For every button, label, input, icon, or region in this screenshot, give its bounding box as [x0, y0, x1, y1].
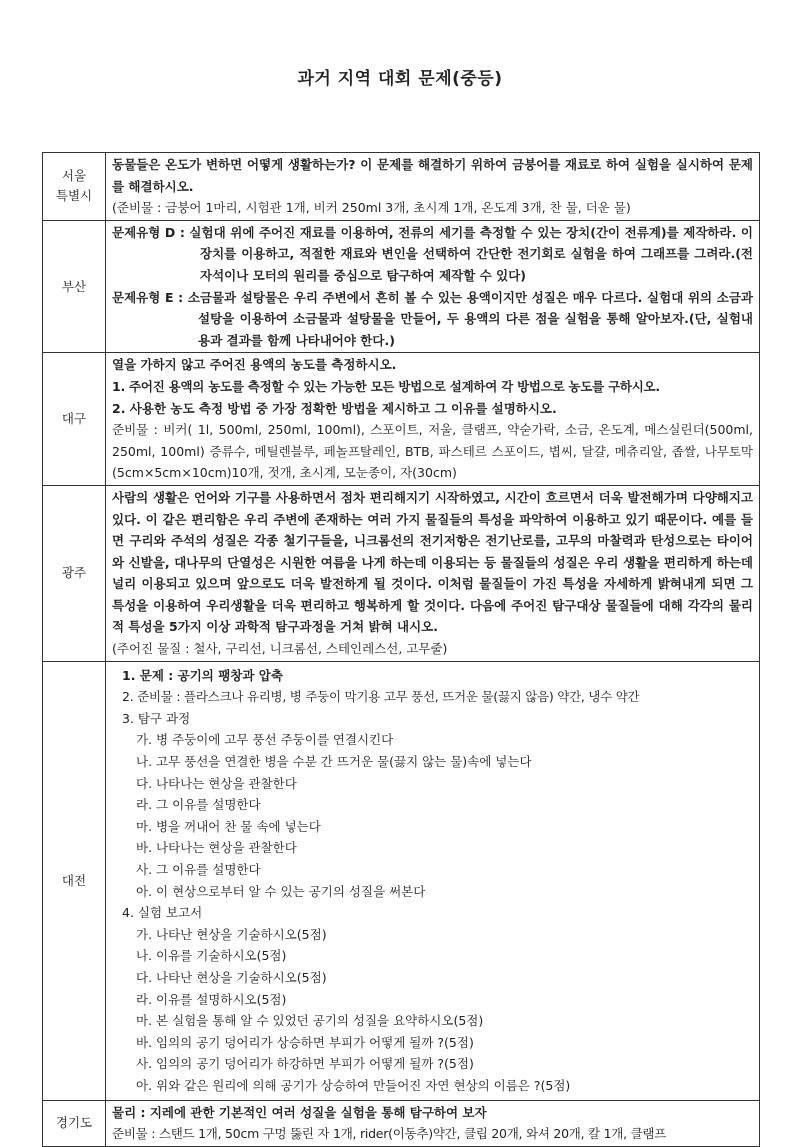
- contest-problems-table: [42, 152, 760, 1147]
- table-row-daejeon: [43, 661, 760, 1100]
- materials-text: (준비물 : 금붕어 1마리, 시험관 1개, 비커 250ml 3개, 초시계 1개, 온도계 3개, 찬 물, 더운 물): [112, 200, 631, 216]
- list-item: 바. 임의의 공기 덩어리가 상승하면 부피가 어떻게 될까 ?(5점): [136, 1034, 474, 1050]
- content-cell-seoul: [106, 153, 760, 221]
- list-item: 사. 그 이유를 설명한다: [136, 862, 261, 877]
- materials-text: 준비물 : 스탠드 1개, 50cm 구멍 뚫린 자 1개, rider(이동추)약간, 클립 20개, 와셔 20개, 칼 1개, 클램프: [112, 1126, 667, 1142]
- region-label: 부산: [61, 278, 87, 294]
- topic-text: 물리 : 지레에 관한 기본적인 여러 성질을 실험을 통해 탐구하여 보자: [112, 1104, 487, 1120]
- report-title: 4. 실험 보고서: [122, 905, 203, 921]
- list-item: 라. 이유를 설명하시오(5점): [136, 991, 287, 1007]
- region-cell-gwangju: [43, 485, 106, 661]
- question-text: 사람의 생활은 언어와 기구를 사용하면서 점차 편리해지기 시작하였고, 시간이 흐르면서 더욱 발전해가며 다양해지고 있다. 이 같은 편리함은 우리 주변에 존재하는 여러 가지 물질들의 특성을 파악하여 이용하고 있기 때문이다. 예를 들면 구리와 주석의 성질은 각종 철기구들을, 니크롬선의 전기저항은 전기난로를, 고무의 마찰력과 탄성으로는 타이어와 신발을, 대나무의 단열성은 시원한 여름을 나게 하는데 이용되는 등 물질들의 성질은 우리 생활을 편리하게 하는데 널리 이용되고 있으며 앞으로도 더욱 발전하게 될 것이다. 이처럼 물질들이 가진 특성을 자세하게 밝혀내게 되면 그 특성을 이용하여 우리생활을 더욱 편리하고 행복하게 할 것이다. 다음에 주어진 탐구대상 물질들에 대해 각각의 물리적 특성을 5가지 이상 과학적 탐구과정을 거쳐 밝혀 내시오.: [112, 489, 753, 635]
- table-row-daegu: [43, 353, 760, 486]
- list-item: 가. 병 주둥이에 고무 풍선 주둥이를 연결시킨다: [136, 732, 394, 748]
- list-item: 라. 그 이유를 설명한다: [136, 797, 261, 813]
- list-item: 나. 고무 풍선을 연결한 병을 수분 간 뜨거운 물(끓지 않는 물)속에 넣는다: [136, 754, 532, 770]
- list-item: 다. 나타난 현상을 기술하시오(5점): [136, 969, 327, 985]
- table-row-gyeonggi: [43, 1100, 760, 1146]
- process-title: 3. 탐구 과정: [122, 710, 191, 726]
- list-item: 바. 나타나는 현상을 관찰한다: [136, 840, 297, 856]
- region-label: 광주: [61, 565, 87, 581]
- region-cell-seoul: [43, 153, 106, 221]
- region-label: 경기도: [55, 1115, 93, 1131]
- list-item: 마. 병을 꺼내어 찬 물 속에 넣는다: [136, 818, 321, 834]
- materials-text: 준비물 : 비커( 1l, 500ml, 250ml, 100ml), 스포이트, 저울, 클램프, 약숟가락, 소금, 온도계, 메스실린더(500ml, 250ml, 100ml) 증류수, 메틸렌블루, 페놀프탈레인, BTB, 파스테르 스포이드, 볍씨, 달걀, 메츄리알, 좁쌀, 나무토막(5cm×5cm×10cm)10개, 젓개, 초시계, 모눈종이, 자(30cm): [112, 422, 753, 481]
- question-text: 동물들은 온도가 변하면 어떻게 생활하는가? 이 문제를 해결하기 위하여 금붕어를 재료로 하여 실험을 실시하여 문제를 해결하시오.: [112, 157, 753, 194]
- topic-text: 1. 문제 : 공기의 팽창과 압축: [122, 667, 283, 683]
- table-row-busan: [43, 220, 760, 353]
- intro-text: 열을 가하지 않고 주어진 용액의 농도를 측정하시오.: [112, 357, 397, 373]
- list-item: 다. 나타나는 현상을 관찰한다: [136, 775, 297, 791]
- list-item: 마. 본 실험을 통해 알 수 있었던 공기의 성질을 요약하시오(5점): [136, 1013, 484, 1029]
- region-label: 서울 특별시: [55, 168, 93, 204]
- list-item: 아. 이 현상으로부터 알 수 있는 공기의 성질을 써본다: [136, 883, 426, 899]
- table-row-seoul: [43, 153, 760, 221]
- list-item: 나. 이유를 기술하시오(5점): [136, 948, 287, 964]
- daejeon-list: [112, 665, 753, 1097]
- list-item: 사. 임의의 공기 덩어리가 하강하면 부피가 어떻게 될까 ?(5점): [136, 1056, 474, 1072]
- problem-type-e: 문제유형 E : 소금물과 설탕물은 우리 주변에서 흔히 볼 수 있는 용액이지만 성질은 매우 다르다. 실험대 위의 소금과 설탕을 이용하여 소금물과 설탕물을 만들어, 두 용액의 다른 점을 실험을 통해 알아보자.(단, 실험내용과 결과를 함께 나타내어야 한다.): [112, 289, 753, 348]
- content-cell-gyeonggi: [106, 1100, 760, 1146]
- materials-text: (주어진 물질 : 철사, 구리선, 니크롬선, 스테인레스선, 고무줄): [112, 641, 448, 657]
- question-1: 1. 주어진 용액의 농도를 측정할 수 있는 가능한 모든 방법으로 설계하여 각 방법으로 농도를 구하시오.: [112, 378, 660, 394]
- region-label: 대구: [61, 411, 87, 427]
- content-cell-gwangju: [106, 485, 760, 661]
- region-cell-gyeonggi: [43, 1100, 106, 1146]
- table-row-gwangju: [43, 485, 760, 661]
- materials-text: 2. 준비물 : 플라스크나 유리병, 병 주둥이 막기용 고무 풍선, 뜨거운 물(끓지 않음) 약간, 냉수 약간: [122, 689, 640, 705]
- region-cell-daegu: [43, 353, 106, 486]
- content-cell-daejeon: [106, 661, 760, 1100]
- problem-type-d: 문제유형 D : 실험대 위에 주어진 재료를 이용하여, 전류의 세기를 측정할 수 있는 장치(간이 전류계)를 제작하라. 이 장치를 이용하고, 적절한 재료와 변인을 선택하여 간단한 전기회로 실험을 하여 그래프를 그려라.(전자석이나 모터의 원리를 중심으로 탐구하여 제작할 수 있다): [112, 224, 753, 283]
- region-cell-daejeon: [43, 661, 106, 1100]
- page-title: 과거 지역 대회 문제(중등): [297, 69, 503, 89]
- content-cell-daegu: [106, 353, 760, 486]
- list-item: 아. 위와 같은 원리에 의해 공기가 상승하여 만들어진 자연 현상의 이름은 ?(5점): [136, 1077, 571, 1093]
- region-label: 대전: [61, 872, 87, 888]
- list-item: 가. 나타난 현상을 기술하시오(5점): [136, 926, 327, 942]
- question-2: 2. 사용한 농도 측정 방법 중 가장 정확한 방법을 제시하고 그 이유를 설명하시오.: [112, 400, 557, 416]
- region-cell-busan: [43, 220, 106, 353]
- content-cell-busan: [106, 220, 760, 353]
